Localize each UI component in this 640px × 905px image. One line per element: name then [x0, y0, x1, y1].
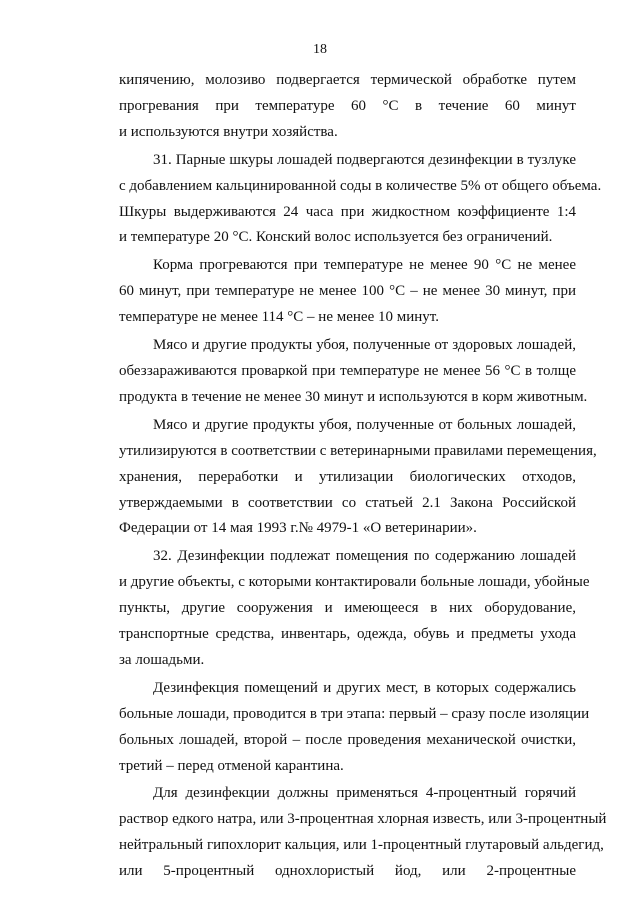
text-line: продукта в течение не менее 30 минут и используются в корм животным. [119, 388, 588, 405]
text-line: за лошадьми. [119, 651, 205, 668]
text-line: обеззараживаются проваркой при температуре не менее 56 °C в толще [119, 362, 576, 379]
paragraph [119, 68, 576, 146]
paragraph [119, 676, 590, 780]
paragraph [119, 781, 607, 885]
text-line: пункты, другие сооружения и имеющееся в них оборудование, [119, 600, 576, 617]
text-line: третий – перед отменой карантина. [119, 757, 344, 774]
text-line: утилизируются в соответствии с ветеринарными правилами перемещения, [119, 442, 597, 459]
text-line: раствор едкого натра, или 3-процентная хлорная известь, или 3-процентный [119, 811, 607, 828]
text-line: температуре не менее 114 °C – не менее 10 минут. [119, 309, 439, 326]
paragraph [119, 544, 590, 674]
paragraph [119, 148, 602, 252]
text-line: 32. Дезинфекции подлежат помещения по содержанию лошадей [153, 548, 576, 565]
text-line: кипячению, молозиво подвергается термической обработке путем [119, 72, 576, 88]
text-line: больные лошади, проводится в три этапа: первый – сразу после изоляции [119, 705, 590, 722]
text-line: Мясо и другие продукты убоя, полученные от здоровых лошадей, [153, 337, 576, 354]
text-line: больных лошадей, второй – после проведения механической очистки, [119, 731, 576, 748]
text-line: и другие объекты, с которыми контактировали больные лошади, убойные [119, 574, 590, 591]
text-line: Мясо и другие продукты убоя, полученные от больных лошадей, [153, 416, 576, 433]
text-line: Федерации от 14 мая 1993 г.№ 4979-1 «О ветеринарии». [119, 520, 477, 537]
document-body [119, 68, 607, 885]
text-line: и используются внутри хозяйства. [119, 123, 338, 140]
text-line: 31. Парные шкуры лошадей подвергаются дезинфекции в тузлуке [153, 151, 576, 168]
page-number: 18 [313, 42, 327, 57]
text-line: утверждаемыми в соответствии со статьей 2.1 Закона Российской [119, 494, 576, 511]
text-line: Шкуры выдерживаются 24 часа при жидкостном коэффициенте 1:4 [119, 203, 576, 220]
text-line: 60 минут, при температуре не менее 100 °C – не менее 30 минут, при [119, 283, 576, 300]
text-line: прогревания при температуре 60 °C в течение 60 минут [119, 97, 576, 114]
text-line: и температуре 20 °C. Конский волос используется без ограничений. [119, 229, 553, 246]
paragraph [119, 333, 588, 411]
text-line: Для дезинфекции должны применяться 4-процентный горячий [153, 785, 576, 802]
text-line: или 5-процентный однохлористый йод, или 2-процентные [119, 863, 576, 880]
text-line: транспортные средства, инвентарь, одежда, обувь и предметы ухода [119, 626, 576, 643]
text-line: Корма прогреваются при температуре не менее 90 °C не менее [153, 257, 576, 274]
text-line: Дезинфекция помещений и других мест, в которых содержались [153, 679, 576, 696]
paragraph [119, 413, 597, 543]
text-line: нейтральный гипохлорит кальция, или 1-процентный глутаровый альдегид, [119, 837, 604, 854]
text-line: с добавлением кальцинированной соды в количестве 5% от общего объема. [119, 177, 602, 194]
paragraph [119, 253, 576, 331]
text-line: хранения, переработки и утилизации биологических отходов, [119, 468, 576, 485]
